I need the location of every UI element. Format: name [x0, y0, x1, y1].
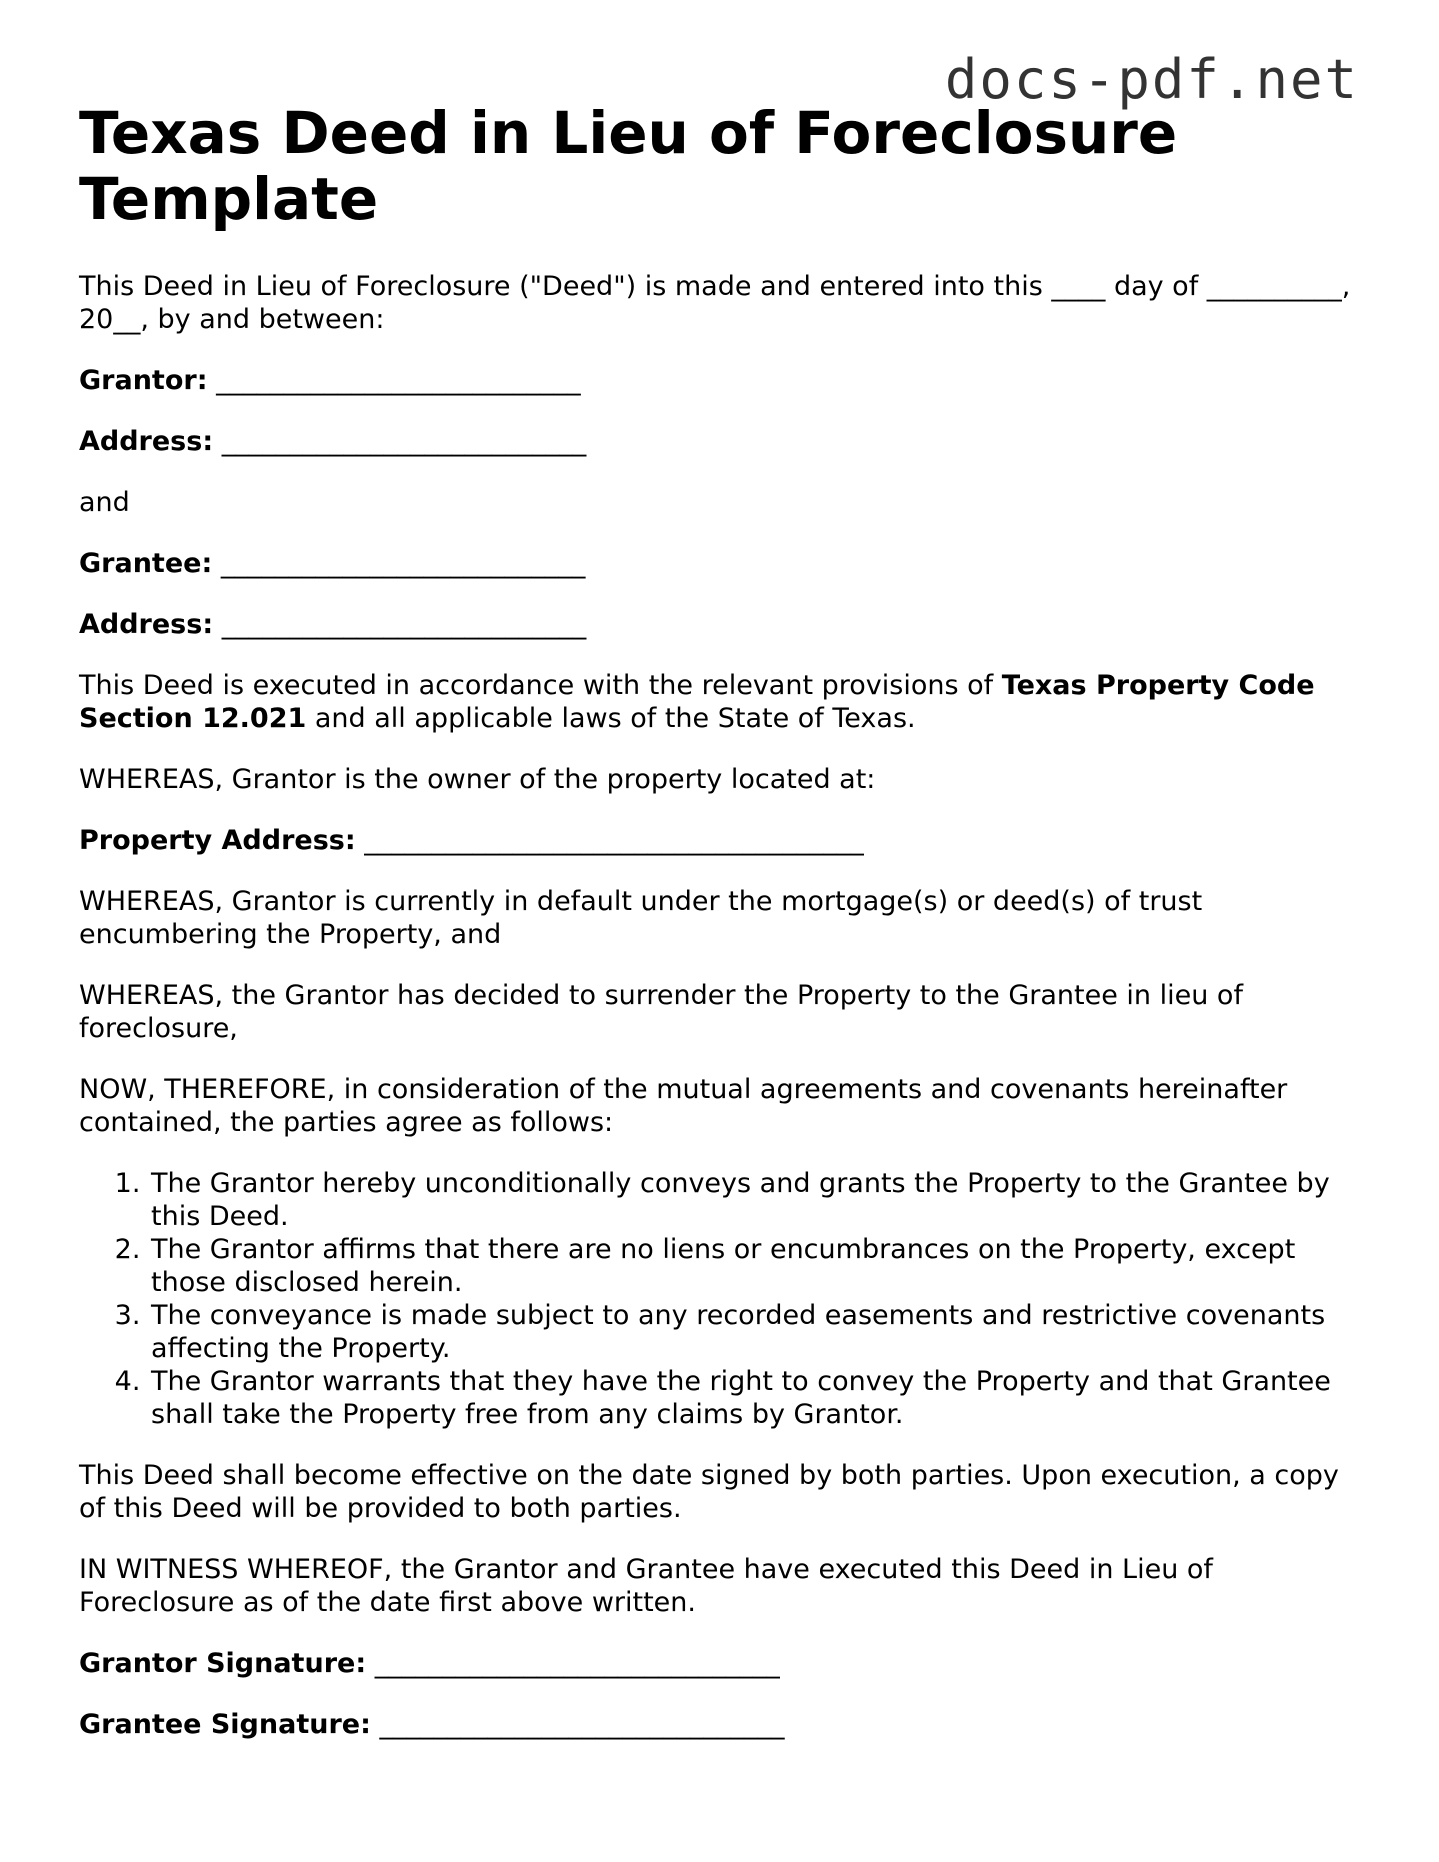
document-page [79, 100, 1369, 1769]
effective-paragraph: This Deed shall become effective on the date signed by both parties. Upon execution, a copy of this Deed will be provided to both parties. [79, 1460, 1339, 1524]
grantee-signature-label: Grantee Signature: [79, 1709, 371, 1740]
grantor-signature-label: Grantor Signature: [79, 1648, 367, 1679]
grantor-field [79, 364, 1369, 397]
grantor-address-label: Address: [79, 426, 214, 457]
grantor-signature-field [79, 1647, 1369, 1680]
term-item: 2. The Grantor affirms that there are no liens or encumbrances on the Property, except those disclosed herein. [149, 1233, 1369, 1299]
grantee-label: Grantee: [79, 548, 213, 579]
grantee-signature-field [79, 1708, 1369, 1741]
grantee-field [79, 547, 1369, 580]
witness-paragraph: IN WITNESS WHEREOF, the Grantor and Grantee have executed this Deed in Lieu of Foreclosure as of the date first above written. [79, 1554, 1213, 1618]
now-therefore-paragraph: NOW, THEREFORE, in consideration of the mutual agreements and covenants hereinafter contained, the parties agree as follows: [79, 1074, 1288, 1138]
provisions-after: and all applicable laws of the State of Texas. [306, 703, 916, 734]
provisions-before: This Deed is executed in accordance with the relevant provisions of [79, 670, 1002, 701]
property-address-label: Property Address: [79, 825, 356, 856]
terms-list [79, 1167, 1369, 1431]
grantee-address-blank[interactable]: ___________________________ [221, 609, 587, 640]
whereas-surrender-paragraph: WHEREAS, the Grantor has decided to surrender the Property to the Grantee in lieu of foreclosure, [79, 980, 1243, 1044]
whereas-owner-paragraph: WHEREAS, Grantor is the owner of the property located at: [79, 764, 876, 795]
watermark: docs-pdf.net [944, 48, 1359, 111]
provisions-code-reference: Texas Property Code Section 12.021 [79, 670, 1315, 734]
intro-paragraph: This Deed in Lieu of Foreclosure ("Deed") is made and entered into this ____ day of __________, 20__, by and between: [79, 271, 1351, 335]
document-title: Texas Deed in Lieu of Foreclosure Template [79, 99, 1178, 233]
grantor-label: Grantor: [79, 365, 208, 396]
property-address-field [79, 824, 1369, 857]
grantor-blank[interactable]: ___________________________ [216, 365, 581, 396]
grantor-signature-blank[interactable]: ______________________________ [374, 1648, 780, 1679]
whereas-default-paragraph: WHEREAS, Grantor is currently in default under the mortgage(s) or deed(s) of trust encumbering the Property, and [79, 886, 1203, 950]
grantee-signature-blank[interactable]: ______________________________ [379, 1709, 785, 1740]
term-item: 1. The Grantor hereby unconditionally conveys and grants the Property to the Grantee by this Deed. [149, 1167, 1369, 1233]
grantee-address-label: Address: [79, 609, 214, 640]
grantee-address-field [79, 608, 1369, 641]
grantee-blank[interactable]: ___________________________ [220, 548, 586, 579]
and-text: and [79, 487, 130, 518]
term-item: 3. The conveyance is made subject to any recorded easements and restrictive covenants affecting the Property. [149, 1299, 1369, 1365]
grantor-address-field [79, 425, 1369, 458]
grantor-address-blank[interactable]: ___________________________ [221, 426, 587, 457]
term-item: 4. The Grantor warrants that they have the right to convey the Property and that Grantee shall take the Property free from any claims by Grantor. [149, 1365, 1369, 1431]
property-address-blank[interactable]: _____________________________________ [364, 825, 864, 856]
provisions-paragraph [79, 669, 1369, 735]
